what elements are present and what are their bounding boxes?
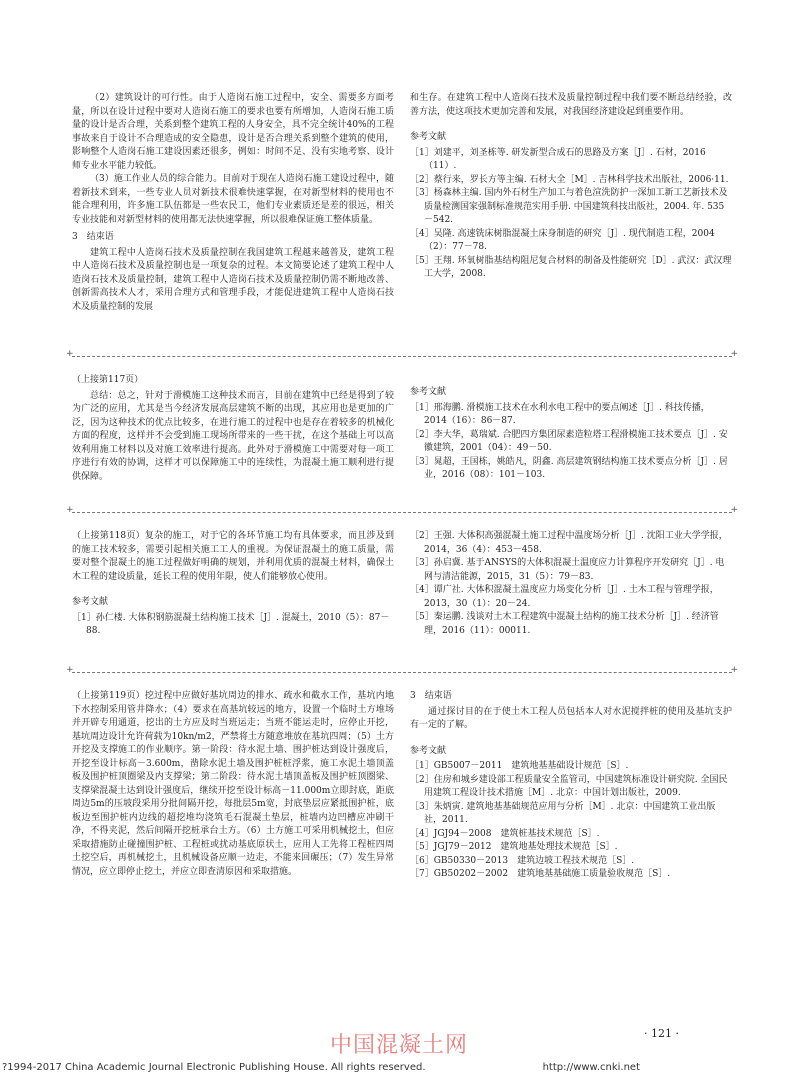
- body-paragraph: 和生存。在建筑工程中人造岗石技术及质量控制过程中我们要不断总结经验，改善方法，使这项技术更加完善和发展，对我国经济建设起到重要作用。: [410, 93, 732, 117]
- reference-item: ［4］吴隆. 高速铣床树脂混凝土床身制造的研究［J］. 现代制造工程，2004（2）：77－78.: [410, 228, 715, 252]
- reference-item: ［5］秦运鹏. 浅谈对土木工程建筑中混凝土结构的施工技术分析［J］. 经济管理，2016（11）：00011.: [410, 612, 719, 636]
- section-heading: 3 结束语: [72, 232, 114, 242]
- reference-item: ［2］住房和城乡建设部工程质量安全监管司，中国建筑标准设计研究院. 全国民用建筑工程设计技术措施［M］. 北京：中国计划出版社，2009.: [410, 774, 728, 798]
- footer-url: http://www.cnki.net: [542, 1062, 640, 1073]
- section-1-left-column: [72, 92, 394, 314]
- body-paragraph: [72, 530, 394, 584]
- continuation-note: （上接第119页）: [72, 691, 145, 701]
- section-3-right-column: [410, 530, 732, 638]
- article-section-4: [72, 690, 732, 1000]
- references-heading: 参考文献: [410, 387, 447, 397]
- reference-item: ［3］孙启冀. 基于ANSYS的大体积混凝土温度应力计算程序开发研究［J］. 电网与清洁能源，2015，31（5）：79－83.: [410, 558, 725, 582]
- section-2-left-column: [72, 374, 394, 484]
- section-1-right-column: [410, 92, 732, 282]
- reference-item: ［2］蔡行来，罗长方等主编. 石材大全［M］. 吉林科学技术出版社，2006·11.: [410, 174, 729, 185]
- reference-item: ［1］邢海鹏. 滑模施工技术在水利水电工程中的要点阐述［J］. 科技传播，2014（16）：86－87.: [410, 402, 710, 426]
- references-heading: 参考文献: [410, 132, 447, 142]
- body-paragraph: （3）施工作业人员的综合能力。目前对于现在人造岗石施工建设过程中，随着新技术到来，一些专业人员对新技术很难快速掌握，在对新型材料的使用也不能合理利用，许多施工队伍都是一些农民工，他们专业素质还是差的很远，相关专业技能和对新型材料的使用都无法快速掌握，所以很难保证施工整体质量。: [72, 174, 394, 225]
- paragraph-text: 复杂的施工，对于它的各环节施工均有具体要求，而且涉及到的施工技术较多，需要引起相关施工工人的重视。为保证混凝土的施工质量，需要对整个混凝土的施工过程做好明确的规划，并利用优质的混凝土材料，确保土木工程的建设质量，延长工程的使用年限，使人们能够放心使用。: [72, 531, 394, 582]
- body-paragraph: （2）建筑设计的可行性。由于人造岗石施工过程中，安全、需要多方面考量，所以在设计过程中要对人造岗石施工的要求也要有所增加，人造岗石施工质量的设计是否合理，关系到整个建筑工程的人身安全，具不完全统计40%的工程事故来自于设计不合理造成的安全隐患，设计是否合理关系到整个建筑的使用，影响整个人造岗石施工建设因素还很多，例如：时间不足、没有实地考察、设计师专业水平能力较低。: [72, 93, 394, 171]
- reference-item: ［1］刘建平，刘圣栋等. 研发新型合成石的思路及方案［J］. 石材，2016（11）.: [410, 147, 706, 171]
- reference-item: ［3］晁超，王国栋，姚皓凡，阴鑫. 高层建筑钢结构施工技术要点分析［J］. 居业，2016（08）：101－103.: [410, 456, 728, 480]
- continuation-note: （上接第117页）: [72, 375, 144, 385]
- copyright-text: ?1994-2017 China Academic Journal Electronic Publishing House. All rights reserved.: [2, 1062, 426, 1073]
- reference-item: ［5］JGJ79－2012 建筑地基处理技术规范［S］.: [410, 842, 618, 852]
- paragraph-text: 挖过程中应做好基坑周边的排水、疏水和截水工作，基坑内地下水控制采用管井降水；（4）要求在高基坑较远的地方，设置一个临时土方堆场并开辟专用通道，挖出的土方应及时当班运走；当班不能运走时，应停止开挖，基坑周边设计允许荷载为10kn/m2，严禁将土方随意堆放在基坑四周；（5）土方开挖及支撑施工的作业顺序。第一阶段：待水泥土墙、围护桩达到设计强度后，开挖至设计标高－3.600m，凿除水泥土墙及围护桩桩浮浆，施工水泥土墙顶盖板及围护桩顶圈梁及内支撑梁；第二阶段：待水泥土墙顶盖板及围护桩顶圈梁、支撑梁混凝土达到设计强度后，继续开挖至设计标高－11.000m立即封底，距底周边5m的压坡段采用分批间隔开挖，每批层5m宽，封底垫层应紧抵围护桩，底板边至围护桩内边线的超挖堆均浇筑毛石混凝土垫层，桩墙内边凹槽应冲刷干净，不得夹泥，然后间隔开挖桩承台土方。（6）土方施工可采用机械挖土，但应采取措施防止碰撞围护桩、工程桩或扰动基底原状土，应用人工先将工程桩四周土挖空后，再机械挖土，且机械设备应顺一边走，不能来回碾压；（7）发生异常情况，应立即停止挖土，并应立即查清原因和采取措施。: [72, 691, 394, 877]
- reference-item: ［7］GB50202－2002 建筑地基基础施工质量验收规范［S］.: [410, 869, 671, 879]
- section-4-left-column: [72, 690, 394, 879]
- reference-item: ［2］王强. 大体积高强混凝土施工过程中温度场分析［J］. 沈阳工业大学学报，2014，36（4）：453－458.: [410, 531, 728, 555]
- site-watermark: 中国混凝土网: [330, 1033, 469, 1058]
- body-paragraph: [72, 690, 394, 879]
- reference-item: ［3］朱炳寅. 建筑地基基础规范应用与分析［M］. 北京：中国建筑工业出版社，2011.: [410, 801, 716, 825]
- body-paragraph: 建筑工程中人造岗石技术及质量控制在我国建筑工程越来越普及，建筑工程中人造岗石技术及质量控制也是一项复杂的过程。本文简要论述了建筑工程中人造岗石技术及质量控制，建筑工程中人造岗石技术及质量控制仍需不断地改善、创新需高技术人才，采用合理方式和管理手段，才能促进建筑工程中人造岗石技术及质量控制的发展: [72, 247, 394, 312]
- reference-item: ［4］JGJ94－2008 建筑桩基技术规范［S］.: [410, 828, 600, 839]
- body-paragraph: 总结：总之，针对于滑模施工这种技术而言，目前在建筑中已经是得到了较为广泛的应用，尤其是当今经济发展高层建筑不断的出现，其应用也是更加的广泛，因为这种技术的优点比较多，在进行施工的过程中也是存在着较多的机械化方面的程度，这样并不会受到施工现场所带来的一些干扰，在这个基础上可以高效利用施工材料以及对施工效率进行提高。此外对于滑模施工中需要对每一项工序进行有效的协调，这样才可以保障施工中的连续性，为混凝土施工顺利进行提供保障。: [72, 390, 394, 482]
- copyright-footer: [2, 1062, 798, 1073]
- reference-item: ［3］杨森林主编. 国内外石材生产加工与着色渲洗防护一深加工新工艺新技术及质量检测国家强制标准规范实用手册. 中国建筑科技出版社，2004. 年. 535－542.: [410, 188, 728, 225]
- section-4-right-column: [410, 690, 732, 882]
- article-section-3: [72, 530, 732, 650]
- reference-item: ［4］谭广社. 大体积混凝土温度应力场变化分析［J］. 土木工程与管理学报，2013，30（1）：20－24.: [410, 585, 719, 609]
- section-2-right-column: [410, 374, 732, 483]
- section-divider: [72, 672, 732, 673]
- section-divider: [72, 512, 732, 513]
- page-number: · 121 ·: [644, 1027, 679, 1040]
- reference-item: ［6］GB50330－2013 建筑边坡工程技术规范［S］.: [410, 855, 635, 866]
- section-heading: 3 结束语: [410, 691, 452, 701]
- body-paragraph: 通过探讨目的在于使土木工程人员包括本人对水泥搅拌桩的使用及基坑支护有一定的了解。: [410, 706, 732, 730]
- references-heading: 参考文献: [410, 745, 447, 756]
- reference-item: ［1］GB5007－2011 建筑地基基础设计规范［S］.: [410, 761, 629, 771]
- article-section-1: [72, 92, 732, 340]
- article-section-2: [72, 374, 732, 494]
- reference-item: ［5］王翔. 环氧树脂基结构阻尼复合材料的制备及性能研究［D］. 武汉：武汉理工大学，2008.: [410, 255, 732, 279]
- reference-item: ［2］李大华，葛瑞斌. 合肥四方集团尿素造粒塔工程滑模施工技术要点［J］. 安徽建筑，2001（04）：49－50.: [410, 429, 728, 453]
- references-heading: 参考文献: [72, 597, 109, 607]
- section-3-left-column: [72, 530, 394, 639]
- continuation-note: （上接第118页）: [72, 531, 145, 541]
- reference-item: ［1］孙仁楼. 大体积钢筋混凝土结构施工技术［J］. 混凝土，2010（5）：87－88.: [72, 612, 390, 636]
- section-divider: [72, 356, 732, 357]
